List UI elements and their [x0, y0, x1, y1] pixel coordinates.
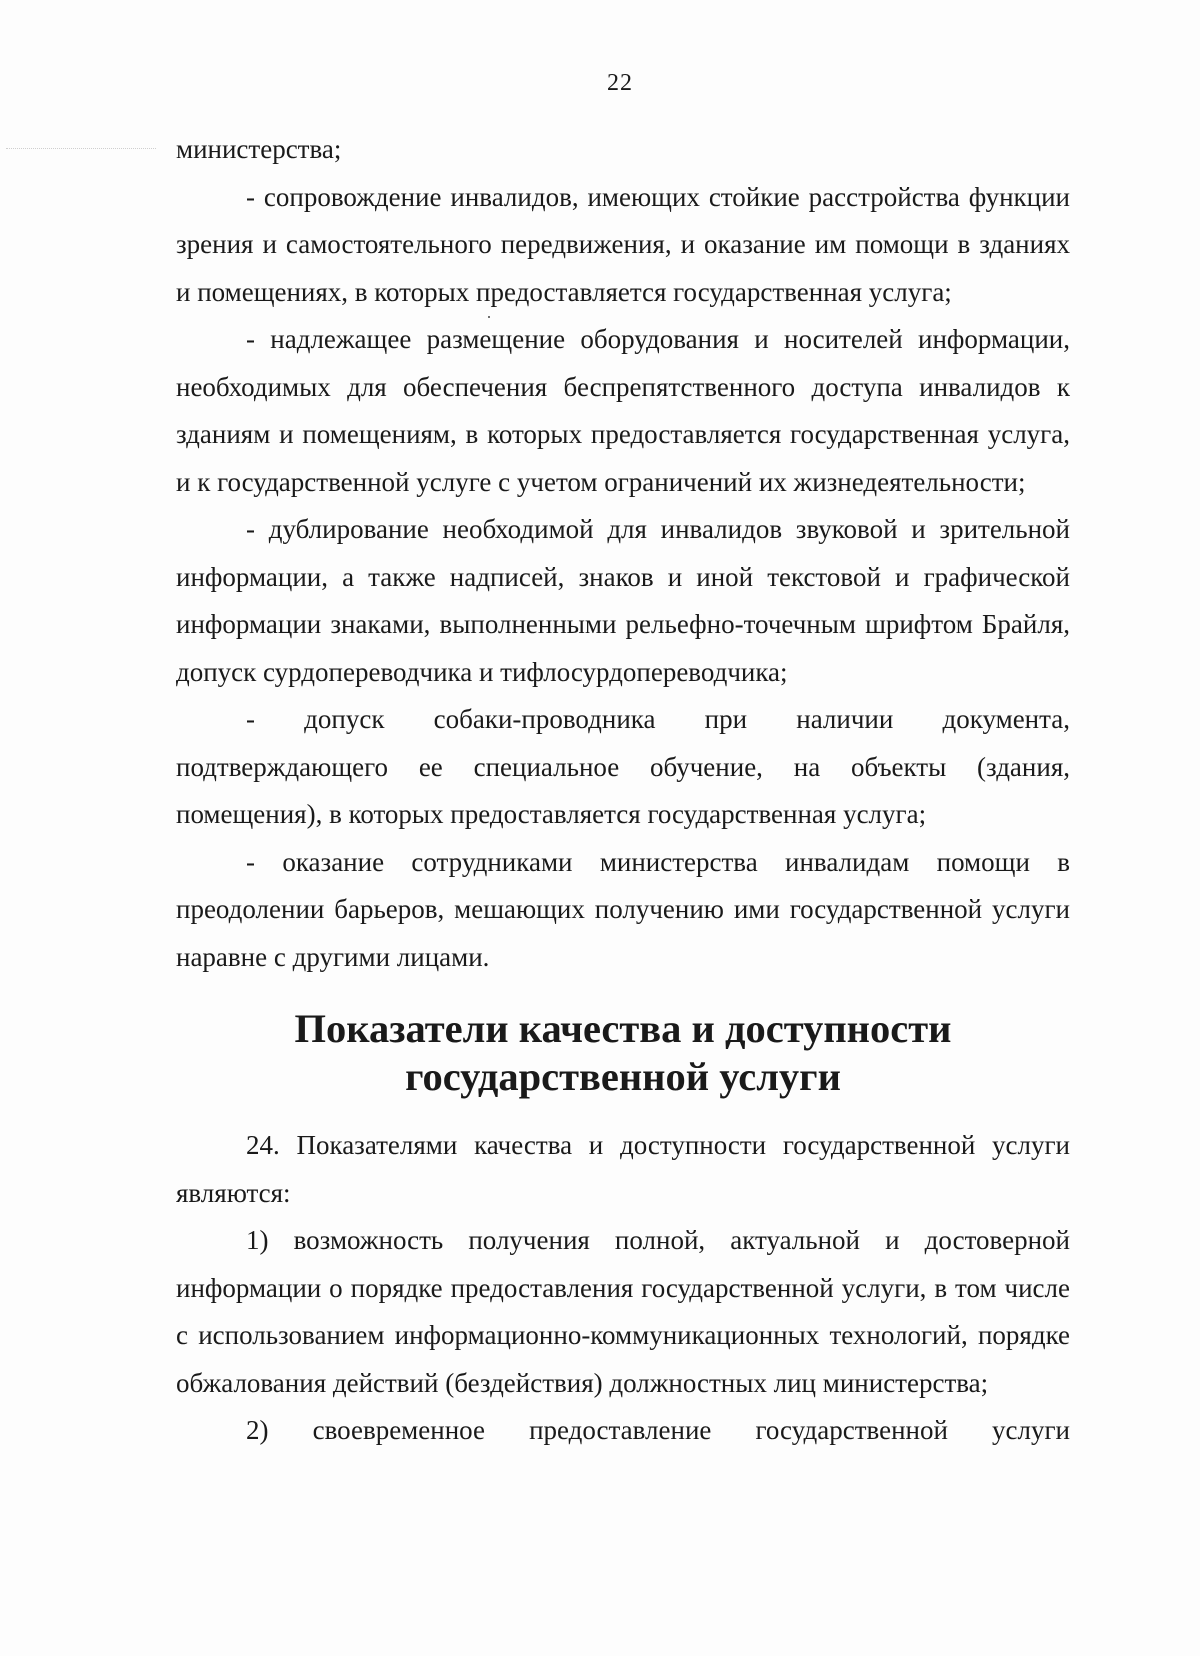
paragraph-item-24: 24. Показателями качества и доступности государственной услуги являются:: [176, 1130, 1070, 1208]
section-heading: Показатели качества и доступности государственной услуги: [294, 1006, 952, 1099]
list-item-2: 2) своевременное предоставление государственной услуги: [246, 1415, 1070, 1445]
list-item-equipment-placement: - надлежащее размещение оборудования и носителей информации, необходимых для обеспечения беспрепятственного доступа инвалидов к зданиям и помещениям, в которых предоставляется государственная услуга, и к государственной услуге с учетом ограничений их жизнедеятельности;: [176, 324, 1070, 497]
page-number: 22: [607, 70, 633, 96]
list-item-escort: - сопровождение инвалидов, имеющих стойкие расстройства функции зрения и самостоятельного передвижения, и оказание им помощи в зданиях и помещениях, в которых предоставляется государственная услуга;: [176, 181, 1070, 307]
document-body: [176, 126, 1070, 1455]
scan-artifact: [6, 148, 156, 150]
list-item-guide-dog-access: - допуск собаки-проводника при наличии документа, подтверждающего ее специальное обучение, на объекты (здания, помещения), в которых предоставляется государственная услуга;: [176, 704, 1070, 829]
list-item-staff-assistance: - оказание сотрудниками министерства инвалидам помощи в преодолении барьеров, мешающих получению ими государственной услуги наравне с другими лицами.: [176, 846, 1070, 972]
list-item-1: 1) возможность получения полной, актуальной и достоверной информации о порядке предоставления государственной услуги, в том числе с использованием информационно-коммуникационных технологий, порядке обжалования действий (бездействия) должностных лиц министерства;: [176, 1225, 1070, 1398]
list-item-information-duplication: - дублирование необходимой для инвалидов звуковой и зрительной информации, а также надписей, знаков и иной текстовой и графической информации знаками, выполненными рельефно-точечным шрифтом Брайля, допуск сурдопереводчика и тифлосурдопереводчика;: [176, 514, 1070, 687]
paragraph-continuation: министерства;: [176, 134, 342, 164]
